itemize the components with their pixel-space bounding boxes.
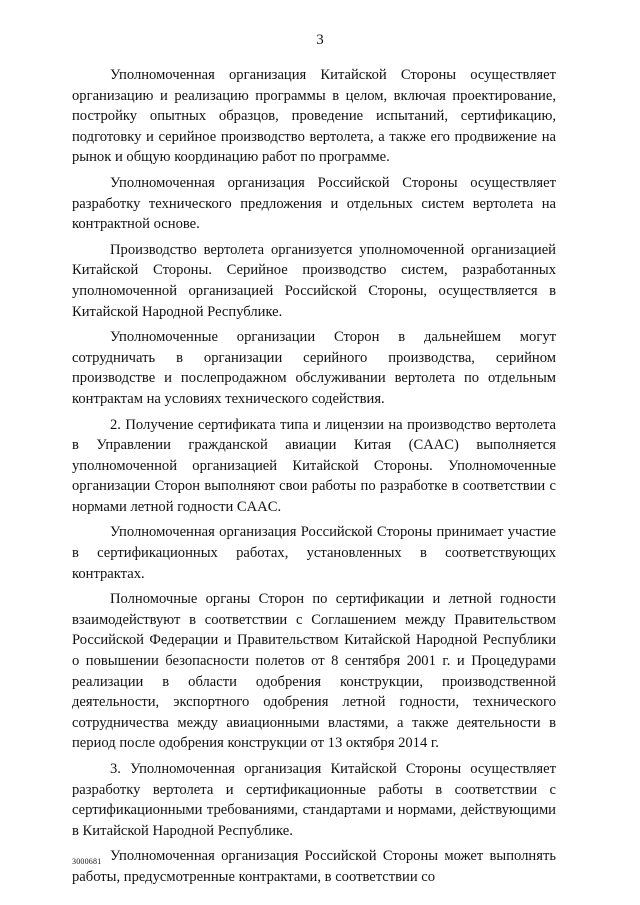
paragraph-certification-participation: Уполномоченная организация Российской Стороны принимает участие в сертификационных работах, установленных в соответствующих контрактах. (72, 524, 556, 582)
paragraph-type-certificate: 2. Получение сертификата типа и лицензии на производство вертолета в Управлении гражданской авиации Китая (CAAC) выполняется уполномоченной организацией Китайской Стороны. Уполномоченные организации Сторон выполняют свои работы по разработке в соответствии с нормами летной годности CAAC. (72, 416, 556, 515)
document-code: 3000681 (72, 857, 102, 866)
paragraph-cooperation: Уполномоченные организации Сторон в дальнейшем могут сотрудничать в организации серийного производства, серийном производстве и послепродажном обслуживании вертолета по отдельным контрактам на условиях технического содействия. (72, 329, 556, 407)
paragraph-chinese-side-role: Уполномоченная организация Китайской Стороны осуществляет организацию и реализацию программы в целом, включая проектирование, постройку опытных образцов, проведение испытаний, сертификацию, подготовку и серийное производство вертолета, а также его продвижение на рынок и общую координацию работ по программе. (72, 67, 556, 166)
paragraph-authorities-interaction: Полномочные органы Сторон по сертификации и летной годности взаимодействуют в соответствии с Соглашением между Правительством Российской Федерации и Правительством Китайской Народной Республики о повышении безопасности полетов от 8 сентября 2001 г. и Процедурами реализации в области одобрения конструкции, производственной деятельности, экспортного одобрения летной годности, технического сотрудничества между авиационными властями, а также деятельности в период после одобрения конструкции от 13 октября 2014 г. (72, 591, 556, 752)
paragraph-development-certification: 3. Уполномоченная организация Китайской Стороны осуществляет разработку вертолета и сертификационные работы в соответствии с сертификационными требованиями, стандартами и нормами, действующими в Китайской Народной Республике. (72, 761, 556, 839)
paragraph-russian-side-role: Уполномоченная организация Российской Стороны осуществляет разработку технического предложения и отдельных систем вертолета на контрактной основе. (72, 174, 556, 233)
page-number: 3 (316, 32, 324, 48)
paragraph-russian-side-works: Уполномоченная организация Российской Стороны может выполнять работы, предусмотренные контрактами, в соответствии со (72, 848, 556, 885)
document-body (72, 65, 556, 893)
paragraph-production-organization: Производство вертолета организуется уполномоченной организацией Китайской Стороны. Серийное производство систем, разработанных уполномоченной организацией Российской Стороны, осуществляется в Китайской Народной Республике. (72, 241, 556, 320)
